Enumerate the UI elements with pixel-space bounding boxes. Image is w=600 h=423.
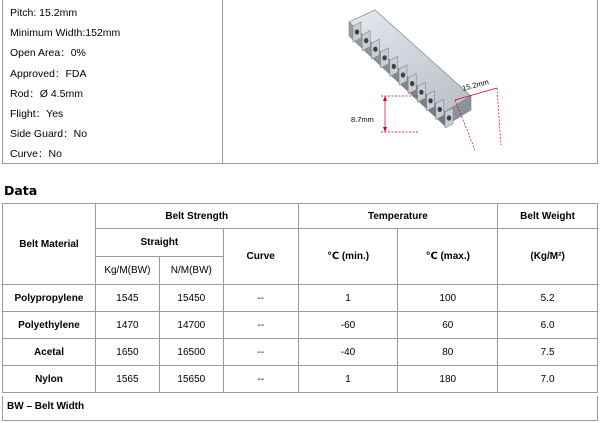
- cell-material: Nylon: [3, 366, 96, 393]
- header-belt-material: Belt Material: [3, 204, 96, 285]
- cell-curve: --: [223, 312, 298, 339]
- cell-curve: --: [223, 285, 298, 312]
- cell-kgm: 1470: [95, 312, 159, 339]
- spec-side-guard: Side Guard：No: [10, 128, 88, 141]
- cell-kgm: 1545: [95, 285, 159, 312]
- cell-nm: 15650: [159, 366, 223, 393]
- cell-tmax: 80: [398, 339, 498, 366]
- header-straight: Straight: [95, 229, 223, 257]
- header-temp-min: ℃ (min.): [298, 229, 398, 285]
- cell-kgm: 1650: [95, 339, 159, 366]
- rod-hole: [373, 47, 377, 52]
- table-row: [3, 366, 598, 393]
- rod-hole: [364, 38, 368, 43]
- belt-illustration: [223, 0, 599, 164]
- section-title: Data: [4, 183, 38, 198]
- height-dimension-label: 8.7mm: [351, 115, 374, 124]
- rod-hole: [447, 115, 451, 120]
- cell-weight: 7.0: [498, 366, 598, 393]
- table-row: [3, 312, 598, 339]
- cell-material: Polypropylene: [3, 285, 96, 312]
- cell-tmax: 60: [398, 312, 498, 339]
- spec-approved: Approved：FDA: [10, 67, 87, 80]
- rod-hole: [355, 29, 359, 34]
- spec-curve: Curve：No: [10, 148, 62, 161]
- cell-tmin: -60: [298, 312, 398, 339]
- belt-diagram: [223, 0, 597, 163]
- cell-weight: 5.2: [498, 285, 598, 312]
- spec-box: [2, 0, 598, 164]
- cell-nm: 14700: [159, 312, 223, 339]
- cell-kgm: 1565: [95, 366, 159, 393]
- belt-data-table: [2, 203, 598, 393]
- rod-hole: [410, 81, 414, 86]
- header-temperature: Temperature: [298, 204, 498, 229]
- cell-curve: --: [223, 339, 298, 366]
- spec-min-width: Minimum Width:152mm: [10, 27, 121, 40]
- rod-hole: [382, 55, 386, 60]
- rod-hole: [419, 90, 423, 95]
- header-belt-weight: Belt Weight: [498, 204, 598, 229]
- rod-hole: [428, 98, 432, 103]
- cell-tmin: -40: [298, 339, 398, 366]
- header-weight-unit: (Kg/M²): [498, 229, 598, 285]
- rod-hole: [392, 64, 396, 69]
- header-nm: N/M(BW): [159, 257, 223, 285]
- header-temp-max: ℃ (max.): [398, 229, 498, 285]
- cell-tmin: 1: [298, 366, 398, 393]
- cell-weight: 6.0: [498, 312, 598, 339]
- cell-material: Acetal: [3, 339, 96, 366]
- cell-curve: --: [223, 366, 298, 393]
- spec-pitch: Pitch: 15.2mm: [10, 7, 78, 19]
- header-curve: Curve: [223, 229, 298, 285]
- rod-hole: [401, 72, 405, 77]
- spec-rod: Rod：Ø 4.5mm: [10, 87, 83, 100]
- header-kgm: Kg/M(BW): [95, 257, 159, 285]
- spec-list: [3, 0, 223, 163]
- pitch-dimension-label: 15.2mm: [461, 77, 490, 93]
- cell-nm: 15450: [159, 285, 223, 312]
- belt-top-surface: [349, 10, 471, 112]
- cell-nm: 16500: [159, 339, 223, 366]
- footnote: BW – Belt Width: [2, 396, 598, 421]
- spec-flight: Flight：Yes: [10, 107, 64, 120]
- cell-weight: 7.5: [498, 339, 598, 366]
- header-belt-strength: Belt Strength: [95, 204, 298, 229]
- table-row: [3, 339, 598, 366]
- cell-material: Polyethylene: [3, 312, 96, 339]
- cell-tmax: 180: [398, 366, 498, 393]
- cell-tmin: 1: [298, 285, 398, 312]
- cell-tmax: 100: [398, 285, 498, 312]
- spec-open-area: Open Area：0%: [10, 47, 86, 60]
- rod-hole: [438, 107, 442, 112]
- table-row: [3, 285, 598, 312]
